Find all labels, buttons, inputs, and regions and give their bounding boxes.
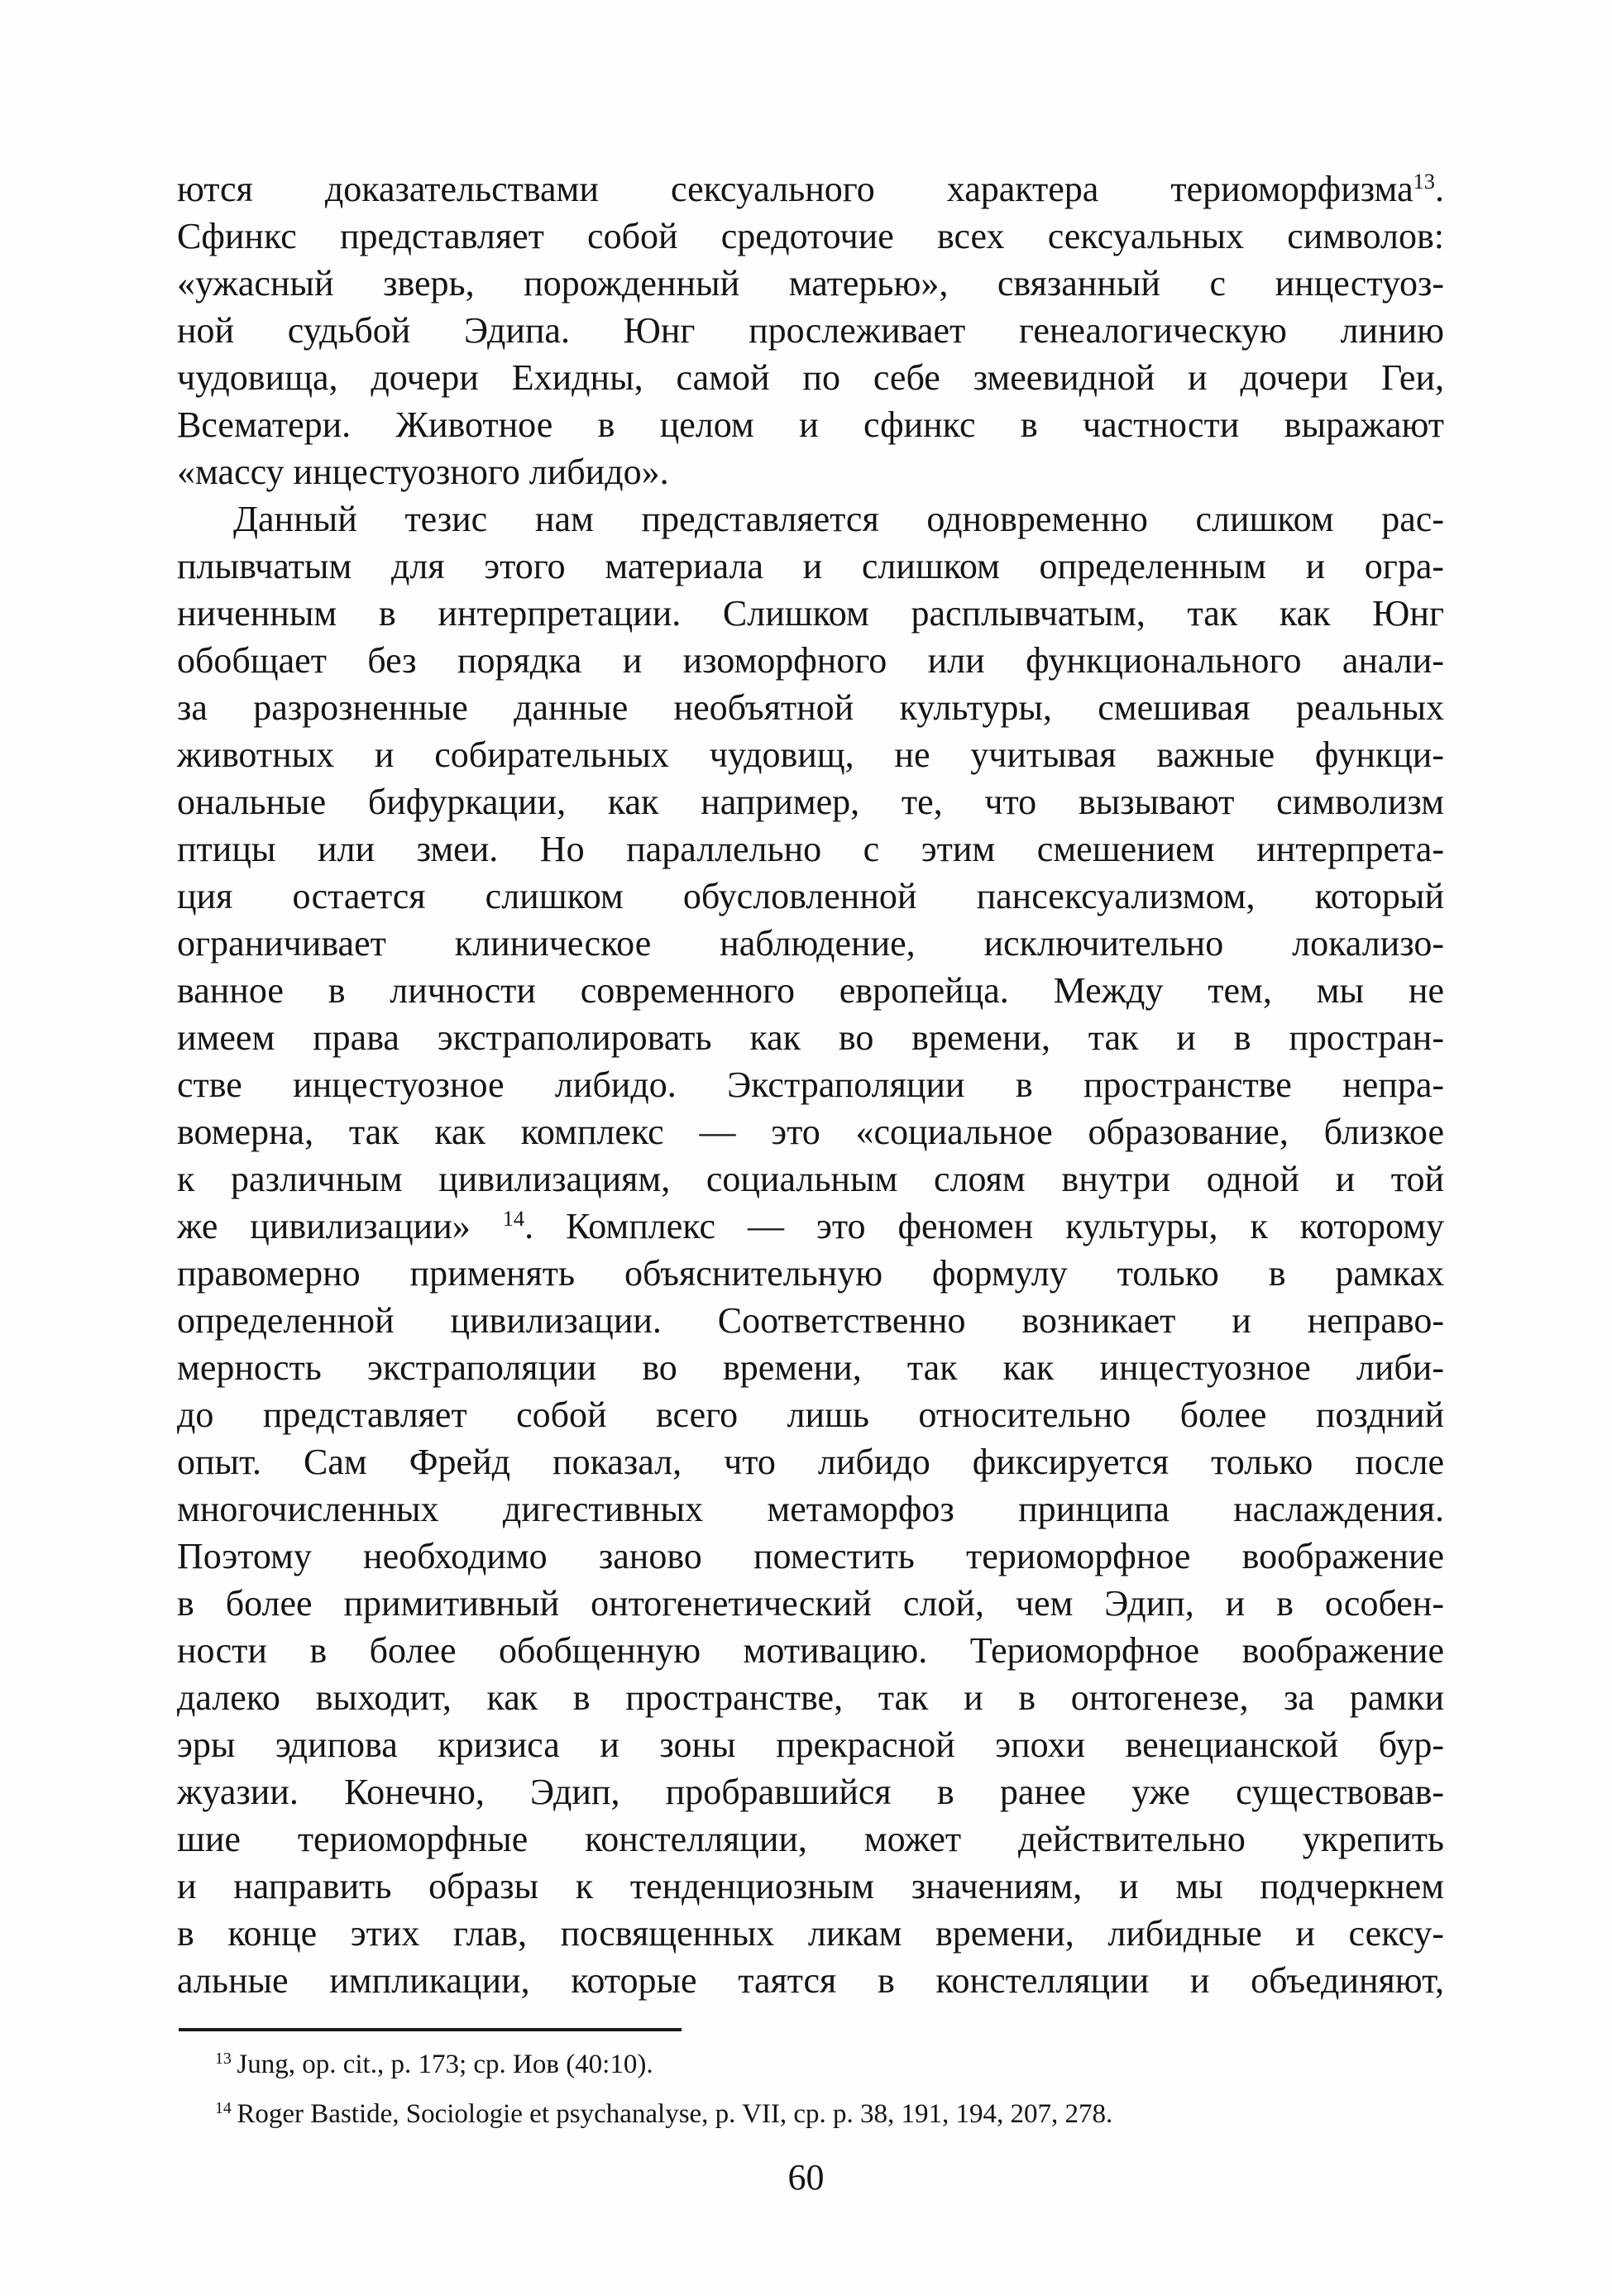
footnote: $^{13}$ Jung, op. cit., p. 173; ср. Иов (40:10). (215, 2050, 653, 2079)
text-line: плывчатым для этого материала и слишком определенным и огра- (177, 546, 1444, 586)
text-line: Всематери. Животное в целом и сфинкс в частности выражают (177, 404, 1444, 445)
text-line: далеко выходит, как в пространстве, так и в онтогенезе, за рамки (177, 1677, 1444, 1718)
text-line: жуазии. Конечно, Эдип, пробравшийся в ранее уже существовав- (177, 1772, 1444, 1812)
text-line: ются доказательствами сексуального характера териоморфизма$^{13}$. (177, 169, 1444, 209)
text-line: мерность экстраполяции во времени, так как инцестуозное либи- (177, 1347, 1444, 1388)
text-line: вомерна, так как комплекс — это «социальное образование, близкое (177, 1112, 1444, 1152)
text-line: определенной цивилизации. Соответственно возникает и неправо- (177, 1300, 1444, 1341)
text-line: эры эдипова кризиса и зоны прекрасной эпохи венецианской бур- (177, 1724, 1444, 1765)
text-line: ограничивает клиническое наблюдение, исключительно локализо- (177, 923, 1444, 964)
footnote-ref: 13 (1413, 169, 1435, 194)
text-line: за разрозненные данные необъятной культуры, смешивая реальных (177, 687, 1444, 728)
text-line: ональные бифуркации, как например, те, что вызывают символизм (177, 782, 1444, 822)
body-text (177, 165, 1444, 2004)
text-line: ности в более обобщенную мотивацию. Териоморфное воображение (177, 1630, 1444, 1671)
text-line: чудовища, дочери Ехидны, самой по себе змеевидной и дочери Геи, (177, 357, 1444, 398)
text-line: животных и собирательных чудовищ, не учитывая важные функци- (177, 734, 1444, 775)
text-line: же цивилизации» $^{14}$. Комплекс — это феномен культуры, к которому (177, 1206, 1444, 1246)
footnote-ref: 14 (502, 1206, 525, 1232)
text-line: «ужасный зверь, порожденный матерью», связанный с инцестуоз- (177, 263, 1444, 304)
text-line: стве инцестуозное либидо. Экстраполяции в пространстве непра- (177, 1064, 1444, 1105)
footnote-number: 14 (215, 2099, 232, 2118)
footnote: $^{14}$ Roger Bastide, Sociologie et psychanalyse, p. VII, ср. p. 38, 191, 194, 207, 278. (215, 2099, 1113, 2129)
footnote-separator (179, 2028, 682, 2031)
text-line: Сфинкс представляет собой средоточие всех сексуальных символов: (177, 216, 1444, 256)
text-line: многочисленных дигестивных метаморфоз принципа наслаждения. (177, 1489, 1444, 1529)
text-line: ниченным в интерпретации. Слишком расплывчатым, так как Юнг (177, 593, 1444, 634)
footnote-number: 13 (215, 2050, 232, 2069)
page-number: 60 (787, 2157, 825, 2198)
text-line: Поэтому необходимо заново поместить териоморфное воображение (177, 1536, 1444, 1576)
text-line: ванное в личности современного европейца. Между тем, мы не (177, 970, 1444, 1011)
text-line: обобщает без порядка и изоморфного или функционального анали- (177, 640, 1444, 681)
text-line: птицы или змеи. Но параллельно с этим смешением интерпрета- (177, 829, 1444, 869)
text-line: шие териоморфные констелляции, может действительно укрепить (177, 1819, 1444, 1859)
text-line: в более примитивный онтогенетический слой, чем Эдип, и в особен- (177, 1583, 1444, 1624)
text-line: в конце этих глав, посвященных ликам времени, либидные и сексу- (177, 1913, 1444, 1954)
text-line: альные импликации, которые таятся в констелляции и объединяют, (177, 1960, 1444, 2001)
text-line: правомерно применять объяснительную формулу только в рамках (177, 1253, 1444, 1294)
text-line: опыт. Сам Фрейд показал, что либидо фиксируется только после (177, 1442, 1444, 1482)
text-line: Данный тезис нам представляется одновременно слишком рас- (233, 499, 1444, 539)
text-line: к различным цивилизациям, социальным слоям внутри одной и той (177, 1159, 1444, 1199)
text-line: и направить образы к тенденциозным значениям, и мы подчеркнем (177, 1866, 1444, 1906)
text-line: «массу инцестуозного либидо». (177, 452, 669, 492)
text-line: ция остается слишком обусловленной пансексуализмом, который (177, 876, 1444, 916)
text-line: до представляет собой всего лишь относительно более поздний (177, 1394, 1444, 1435)
text-line: имеем права экстраполировать как во времени, так и в простран- (177, 1017, 1444, 1058)
footnotes (177, 2040, 1444, 2139)
text-line: ной судьбой Эдипа. Юнг прослеживает генеалогическую линию (177, 310, 1444, 351)
